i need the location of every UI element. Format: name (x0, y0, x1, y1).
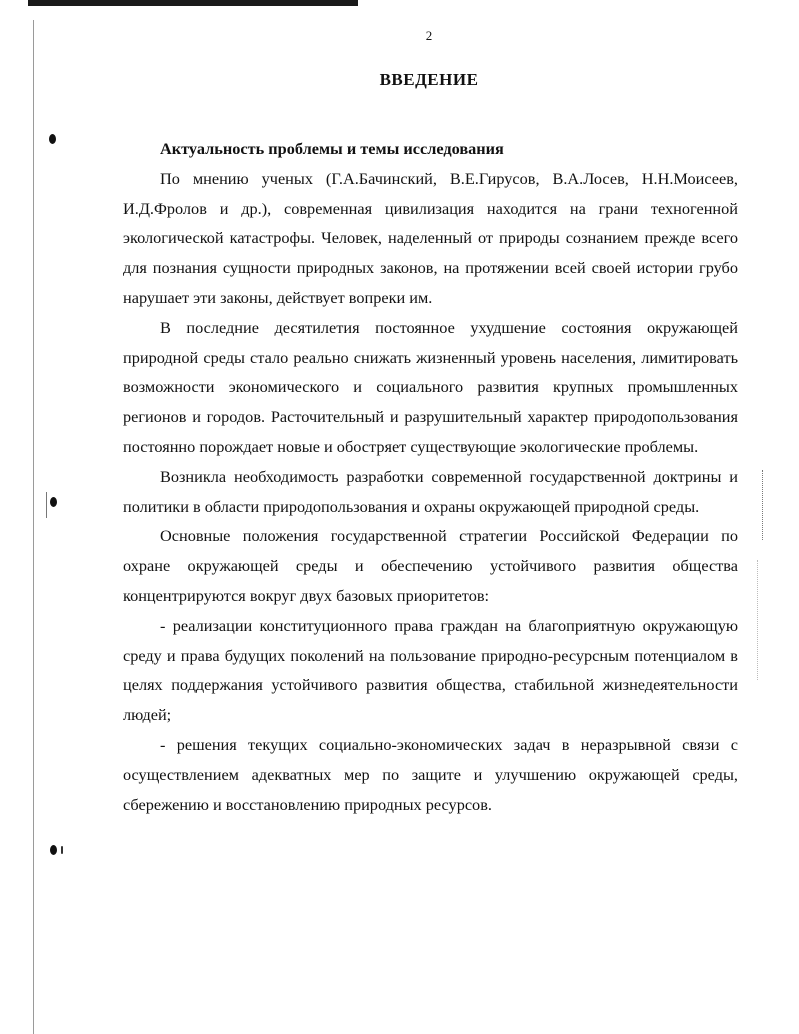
binder-hole-tick (46, 492, 47, 518)
binder-hole-mark (50, 497, 57, 507)
paragraph: По мнению ученых (Г.А.Бачинский, В.Е.Гирусов, В.А.Лосев, Н.Н.Моисеев, И.Д.Фролов и др.), современная цивилизация находится на грани техногенной экологической катастрофы. Человек, наделенный от природы сознанием прежде всего для познания сущности природных законов, на протяжении всей своей истории грубо нарушает эти законы, действует вопреки им. (123, 168, 738, 307)
page-number: 2 (425, 28, 433, 43)
binder-hole-tick (61, 846, 63, 854)
binder-hole-mark (49, 134, 56, 144)
paragraph: Основные положения государственной стратегии Российской Федерации по охране окружающей среды и обеспечению устойчивого развития общества концентрируются вокруг двух базовых приоритетов: (123, 526, 738, 605)
body-text (123, 134, 738, 819)
scan-left-edge (33, 20, 34, 1034)
binder-hole-mark (50, 845, 57, 855)
list-item: - реализации конституционного права граждан на благоприятную окружающую среду и права будущих поколений на пользование природно-ресурсным потенциалом в целях поддержания устойчивого развития общества, стабильной жизнедеятельности людей; (123, 615, 738, 725)
paragraph: Возникла необходимость разработки современной государственной доктрины и политики в области природопользования и охраны окружающей природной среды. (123, 466, 738, 516)
scan-right-edge (762, 470, 764, 540)
paragraph: В последние десятилетия постоянное ухудшение состояния окружающей природной среды стало реально снижать жизненный уровень населения, лимитировать возможности экономического и социального развития крупных промышленных регионов и городов. Расточительный и разрушительный характер природопользования постоянно порождает новые и обостряет существующие экологические проблемы. (123, 317, 738, 456)
list-item: - решения текущих социально-экономических задач в неразрывной связи с осуществлением адекватных мер по защите и улучшению окружающей среды, сбережению и восстановлению природных ресурсов. (123, 734, 738, 814)
section-title: ВВЕДЕНИЕ (379, 70, 479, 89)
scan-top-border (28, 0, 358, 6)
scan-right-edge-faint (757, 560, 759, 680)
subheading: Актуальность проблемы и темы исследования (160, 139, 504, 158)
